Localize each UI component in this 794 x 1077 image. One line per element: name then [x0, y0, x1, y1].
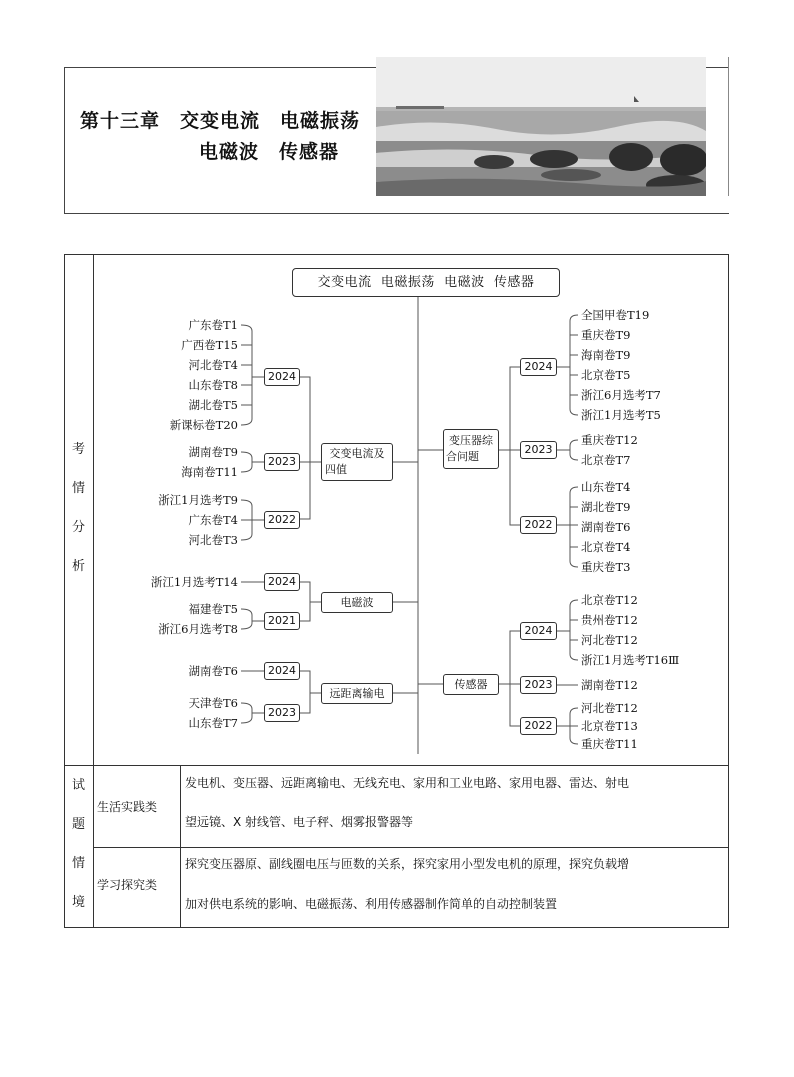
year-node: 2023 [520, 676, 557, 694]
exam-item: 北京卷T7 [581, 453, 631, 467]
exam-item: 广东卷T1 [188, 318, 238, 332]
exam-item: 湖南卷T12 [581, 678, 638, 692]
exam-item: 浙江6月选考T8 [158, 622, 238, 636]
year-node: 2022 [520, 516, 557, 534]
exam-item: 浙江6月选考T7 [581, 388, 661, 402]
category-ac-current-line1: 交变电流及 [329, 447, 385, 460]
category-transmission: 远距离输电 [321, 683, 393, 704]
exam-item: 山东卷T8 [188, 378, 238, 392]
exam-item: 海南卷T9 [581, 348, 631, 362]
exam-item: 河北卷T4 [188, 358, 238, 372]
situation-text-inquiry-line2: 加对供电系统的影响、电磁振荡、利用传感器制作简单的自动控制装置 [185, 897, 558, 911]
exam-item: 浙江1月选考T5 [581, 408, 661, 422]
exam-item: 湖北卷T9 [581, 500, 631, 514]
exam-item: 山东卷T7 [188, 716, 238, 730]
year-node: 2023 [264, 704, 300, 722]
year-node: 2022 [264, 511, 300, 529]
exam-item: 广东卷T4 [188, 513, 238, 527]
category-transformer-line2: 合问题 [446, 450, 479, 463]
exam-item: 河北卷T12 [581, 701, 638, 715]
year-node: 2024 [264, 368, 300, 386]
exam-item: 北京卷T12 [581, 593, 638, 607]
exam-item: 福建卷T5 [188, 602, 238, 616]
exam-item: 北京卷T13 [581, 719, 638, 733]
year-node: 2023 [264, 453, 300, 471]
situation-text-practice-line1: 发电机、变压器、远距离输电、无线充电、家用和工业电路、家用电器、雷达、射电 [185, 776, 630, 790]
mindmap-root: 交变电流 电磁振荡 电磁波 传感器 [292, 268, 560, 297]
exam-item: 重庆卷T11 [581, 737, 638, 751]
category-ac-current-line2: 四值 [325, 463, 347, 476]
category-transformer [443, 429, 499, 469]
year-node: 2021 [264, 612, 300, 630]
year-node: 2024 [264, 662, 300, 680]
exam-item: 浙江1月选考T14 [150, 575, 238, 589]
year-node: 2022 [520, 717, 557, 735]
exam-item: 广西卷T15 [181, 338, 238, 352]
situation-category-practice: 生活实践类 [97, 800, 158, 814]
exam-item: 北京卷T4 [581, 540, 631, 554]
situation-text-inquiry-line1: 探究变压器原、副线圈电压与匝数的关系，探究家用小型发电机的原理，探究负载增 [185, 857, 630, 871]
situation-side-label: 试 题 情 境 [71, 778, 85, 910]
chapter-title-line1: 第十三章 交变电流 电磁振荡 [80, 110, 361, 132]
exam-item: 北京卷T5 [581, 368, 631, 382]
exam-item: 重庆卷T12 [581, 433, 638, 447]
exam-item: 海南卷T11 [181, 465, 238, 479]
category-transformer-line1: 变压器综 [449, 434, 493, 447]
year-node: 2024 [520, 622, 557, 640]
category-sensor: 传感器 [443, 674, 499, 695]
exam-item: 天津卷T6 [188, 696, 238, 710]
category-em-wave: 电磁波 [321, 592, 393, 613]
exam-item: 湖北卷T5 [188, 398, 238, 412]
exam-item: 山东卷T4 [581, 480, 631, 494]
situation-category-inquiry: 学习探究类 [97, 878, 158, 892]
situation-text-practice-line2: 望远镜、X 射线管、电子秤、烟雾报警器等 [185, 815, 414, 829]
exam-item: 河北卷T12 [581, 633, 638, 647]
exam-item: 全国甲卷T19 [581, 308, 650, 322]
exam-item: 新课标卷T20 [169, 418, 238, 432]
analysis-side-label: 考 情 分 析 [71, 442, 85, 574]
year-node: 2024 [520, 358, 557, 376]
exam-item: 湖南卷T6 [581, 520, 631, 534]
exam-item: 浙江1月选考T9 [158, 493, 238, 507]
chapter-title-line2: 电磁波 传感器 [199, 141, 340, 163]
exam-item: 河北卷T3 [188, 533, 238, 547]
year-node: 2023 [520, 441, 557, 459]
exam-item: 贵州卷T12 [581, 613, 638, 627]
exam-item: 浙江1月选考T16Ⅲ [581, 653, 680, 667]
year-node: 2024 [264, 573, 300, 591]
exam-item: 重庆卷T9 [581, 328, 631, 342]
exam-item: 湖南卷T9 [188, 445, 238, 459]
category-ac-current [321, 443, 393, 481]
exam-item: 湖南卷T6 [188, 664, 238, 678]
exam-item: 重庆卷T3 [581, 560, 631, 574]
